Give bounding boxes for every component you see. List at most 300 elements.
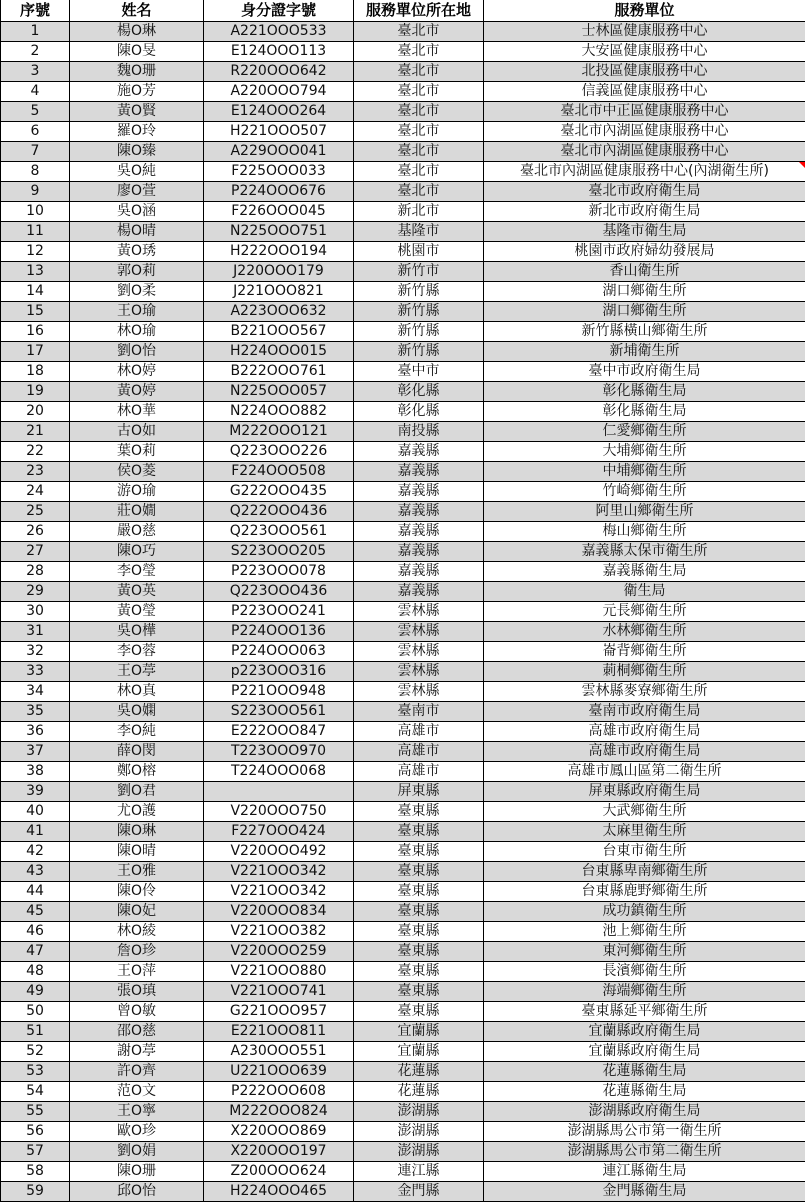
- cell-seq[interactable]: 58: [1, 1162, 70, 1182]
- cell-seq[interactable]: 18: [1, 362, 70, 382]
- cell-unit-location[interactable]: 新竹縣: [354, 322, 484, 342]
- cell-seq[interactable]: 33: [1, 662, 70, 682]
- cell-name[interactable]: 尤O護: [70, 802, 204, 822]
- cell-id-number[interactable]: E221OOO811: [204, 1022, 354, 1042]
- cell-id-number[interactable]: Q222OOO436: [204, 502, 354, 522]
- header-service-unit[interactable]: 服務單位: [484, 0, 805, 22]
- cell-service-unit[interactable]: 水林鄉衛生所: [484, 622, 805, 642]
- cell-service-unit[interactable]: 臺南市政府衛生局: [484, 702, 805, 722]
- cell-unit-location[interactable]: 臺中市: [354, 362, 484, 382]
- cell-name[interactable]: 謝O葶: [70, 1042, 204, 1062]
- cell-id-number[interactable]: H221OOO507: [204, 122, 354, 142]
- cell-unit-location[interactable]: 臺東縣: [354, 842, 484, 862]
- cell-unit-location[interactable]: 嘉義縣: [354, 522, 484, 542]
- cell-seq[interactable]: 35: [1, 702, 70, 722]
- cell-service-unit[interactable]: 宜蘭縣政府衛生局: [484, 1022, 805, 1042]
- cell-id-number[interactable]: B222OOO761: [204, 362, 354, 382]
- cell-seq[interactable]: 34: [1, 682, 70, 702]
- cell-service-unit[interactable]: 雲林縣麥寮鄉衛生所: [484, 682, 805, 702]
- cell-unit-location[interactable]: 雲林縣: [354, 662, 484, 682]
- cell-unit-location[interactable]: 新北市: [354, 202, 484, 222]
- cell-id-number[interactable]: N225OOO751: [204, 222, 354, 242]
- cell-seq[interactable]: 38: [1, 762, 70, 782]
- cell-id-number[interactable]: H224OOO465: [204, 1182, 354, 1202]
- cell-unit-location[interactable]: 嘉義縣: [354, 562, 484, 582]
- cell-unit-location[interactable]: 高雄市: [354, 722, 484, 742]
- cell-seq[interactable]: 46: [1, 922, 70, 942]
- cell-unit-location[interactable]: 臺東縣: [354, 962, 484, 982]
- cell-name[interactable]: 吳O純: [70, 162, 204, 182]
- cell-service-unit[interactable]: 仁愛鄉衛生所: [484, 422, 805, 442]
- cell-id-number[interactable]: P224OOO063: [204, 642, 354, 662]
- cell-id-number[interactable]: E124OOO113: [204, 42, 354, 62]
- cell-id-number[interactable]: M222OOO824: [204, 1102, 354, 1122]
- cell-unit-location[interactable]: 屏東縣: [354, 782, 484, 802]
- cell-service-unit[interactable]: 香山衛生所: [484, 262, 805, 282]
- cell-id-number[interactable]: V220OOO492: [204, 842, 354, 862]
- cell-unit-location[interactable]: 高雄市: [354, 742, 484, 762]
- cell-name[interactable]: 古O如: [70, 422, 204, 442]
- cell-service-unit[interactable]: 澎湖縣馬公市第二衛生所: [484, 1142, 805, 1162]
- cell-seq[interactable]: 24: [1, 482, 70, 502]
- cell-seq[interactable]: 56: [1, 1122, 70, 1142]
- cell-unit-location[interactable]: 金門縣: [354, 1182, 484, 1202]
- cell-service-unit[interactable]: 北投區健康服務中心: [484, 62, 805, 82]
- cell-unit-location[interactable]: 臺北市: [354, 162, 484, 182]
- cell-id-number[interactable]: B221OOO567: [204, 322, 354, 342]
- cell-seq[interactable]: 50: [1, 1002, 70, 1022]
- cell-seq[interactable]: 40: [1, 802, 70, 822]
- cell-id-number[interactable]: P224OOO136: [204, 622, 354, 642]
- cell-name[interactable]: 陳O伶: [70, 882, 204, 902]
- cell-service-unit[interactable]: 新竹縣橫山鄉衛生所: [484, 322, 805, 342]
- cell-name[interactable]: 陳O旻: [70, 42, 204, 62]
- cell-unit-location[interactable]: 澎湖縣: [354, 1142, 484, 1162]
- cell-seq[interactable]: 59: [1, 1182, 70, 1202]
- cell-name[interactable]: 陳O巧: [70, 542, 204, 562]
- cell-service-unit[interactable]: 台東縣卑南鄉衛生所: [484, 862, 805, 882]
- cell-name[interactable]: 吳O樺: [70, 622, 204, 642]
- cell-unit-location[interactable]: 嘉義縣: [354, 502, 484, 522]
- cell-name[interactable]: 邵O慈: [70, 1022, 204, 1042]
- cell-name[interactable]: 黃O賢: [70, 102, 204, 122]
- cell-service-unit[interactable]: 高雄市政府衛生局: [484, 742, 805, 762]
- cell-name[interactable]: 林O婷: [70, 362, 204, 382]
- cell-unit-location[interactable]: 臺東縣: [354, 922, 484, 942]
- cell-service-unit[interactable]: 台東市衛生所: [484, 842, 805, 862]
- cell-service-unit[interactable]: 金門縣衛生局: [484, 1182, 805, 1202]
- cell-seq[interactable]: 14: [1, 282, 70, 302]
- cell-id-number[interactable]: V220OOO750: [204, 802, 354, 822]
- cell-id-number[interactable]: U221OOO639: [204, 1062, 354, 1082]
- cell-seq[interactable]: 12: [1, 242, 70, 262]
- cell-service-unit[interactable]: 新北市政府衛生局: [484, 202, 805, 222]
- cell-name[interactable]: 王O寧: [70, 1102, 204, 1122]
- cell-name[interactable]: 葉O莉: [70, 442, 204, 462]
- cell-seq[interactable]: 39: [1, 782, 70, 802]
- cell-unit-location[interactable]: 宜蘭縣: [354, 1022, 484, 1042]
- cell-name[interactable]: 劉O君: [70, 782, 204, 802]
- cell-id-number[interactable]: N225OOO057: [204, 382, 354, 402]
- cell-seq[interactable]: 13: [1, 262, 70, 282]
- cell-unit-location[interactable]: 雲林縣: [354, 682, 484, 702]
- cell-unit-location[interactable]: 臺北市: [354, 102, 484, 122]
- cell-service-unit[interactable]: 基隆市衛生局: [484, 222, 805, 242]
- cell-id-number[interactable]: G221OOO957: [204, 1002, 354, 1022]
- cell-service-unit[interactable]: 大埔鄉衛生所: [484, 442, 805, 462]
- cell-service-unit[interactable]: 花蓮縣衛生局: [484, 1062, 805, 1082]
- cell-unit-location[interactable]: 臺北市: [354, 62, 484, 82]
- cell-unit-location[interactable]: 臺北市: [354, 22, 484, 42]
- cell-name[interactable]: 陳O珊: [70, 1162, 204, 1182]
- cell-service-unit[interactable]: 澎湖縣政府衛生局: [484, 1102, 805, 1122]
- cell-name[interactable]: 李O蓉: [70, 642, 204, 662]
- cell-service-unit[interactable]: 臺北市政府衛生局: [484, 182, 805, 202]
- cell-unit-location[interactable]: 南投縣: [354, 422, 484, 442]
- cell-id-number[interactable]: P223OOO078: [204, 562, 354, 582]
- cell-name[interactable]: 侯O菱: [70, 462, 204, 482]
- cell-name[interactable]: 嚴O慈: [70, 522, 204, 542]
- cell-unit-location[interactable]: 臺東縣: [354, 802, 484, 822]
- cell-service-unit[interactable]: 彰化縣衛生局: [484, 382, 805, 402]
- cell-service-unit[interactable]: 屏東縣政府衛生局: [484, 782, 805, 802]
- cell-seq[interactable]: 44: [1, 882, 70, 902]
- cell-seq[interactable]: 45: [1, 902, 70, 922]
- cell-service-unit[interactable]: 宜蘭縣政府衛生局: [484, 1042, 805, 1062]
- cell-unit-location[interactable]: 嘉義縣: [354, 542, 484, 562]
- cell-unit-location[interactable]: 臺北市: [354, 182, 484, 202]
- cell-name[interactable]: 邱O怡: [70, 1182, 204, 1202]
- cell-name[interactable]: 林O瑜: [70, 322, 204, 342]
- cell-seq[interactable]: 31: [1, 622, 70, 642]
- cell-seq[interactable]: 19: [1, 382, 70, 402]
- header-name[interactable]: 姓名: [70, 0, 204, 22]
- cell-id-number[interactable]: V221OOO880: [204, 962, 354, 982]
- cell-unit-location[interactable]: 臺北市: [354, 122, 484, 142]
- cell-service-unit[interactable]: 湖口鄉衛生所: [484, 302, 805, 322]
- cell-id-number[interactable]: G222OOO435: [204, 482, 354, 502]
- cell-service-unit[interactable]: 梅山鄉衛生所: [484, 522, 805, 542]
- cell-service-unit[interactable]: 臺北市內湖區健康服務中心: [484, 122, 805, 142]
- cell-service-unit[interactable]: 高雄市政府衛生局: [484, 722, 805, 742]
- cell-service-unit[interactable]: 高雄市鳳山區第二衛生所: [484, 762, 805, 782]
- cell-name[interactable]: 郭O莉: [70, 262, 204, 282]
- cell-id-number[interactable]: J221OOO821: [204, 282, 354, 302]
- cell-unit-location[interactable]: 連江縣: [354, 1162, 484, 1182]
- cell-service-unit[interactable]: 臺北市內湖區健康服務中心: [484, 142, 805, 162]
- cell-name[interactable]: 游O瑜: [70, 482, 204, 502]
- cell-name[interactable]: 曾O敏: [70, 1002, 204, 1022]
- cell-seq[interactable]: 22: [1, 442, 70, 462]
- cell-id-number[interactable]: X220OOO197: [204, 1142, 354, 1162]
- cell-name[interactable]: 楊O晴: [70, 222, 204, 242]
- cell-seq[interactable]: 28: [1, 562, 70, 582]
- cell-id-number[interactable]: F227OOO424: [204, 822, 354, 842]
- cell-name[interactable]: 范O文: [70, 1082, 204, 1102]
- cell-seq[interactable]: 37: [1, 742, 70, 762]
- cell-name[interactable]: 張O瑱: [70, 982, 204, 1002]
- cell-service-unit[interactable]: 池上鄉衛生所: [484, 922, 805, 942]
- cell-service-unit[interactable]: 桃園市政府婦幼發展局: [484, 242, 805, 262]
- cell-id-number[interactable]: A230OOO551: [204, 1042, 354, 1062]
- cell-service-unit[interactable]: 太麻里衛生所: [484, 822, 805, 842]
- cell-service-unit[interactable]: 衛生局: [484, 582, 805, 602]
- cell-id-number[interactable]: Q223OOO436: [204, 582, 354, 602]
- cell-id-number[interactable]: M222OOO121: [204, 422, 354, 442]
- cell-service-unit[interactable]: 台東縣鹿野鄉衛生所: [484, 882, 805, 902]
- cell-id-number[interactable]: R220OOO642: [204, 62, 354, 82]
- cell-name[interactable]: 歐O珍: [70, 1122, 204, 1142]
- cell-service-unit[interactable]: 元長鄉衛生所: [484, 602, 805, 622]
- cell-id-number[interactable]: X220OOO869: [204, 1122, 354, 1142]
- cell-seq[interactable]: 4: [1, 82, 70, 102]
- cell-id-number[interactable]: J220OOO179: [204, 262, 354, 282]
- cell-name[interactable]: 王O雅: [70, 862, 204, 882]
- cell-service-unit[interactable]: 嘉義縣衛生局: [484, 562, 805, 582]
- cell-unit-location[interactable]: 基隆市: [354, 222, 484, 242]
- cell-unit-location[interactable]: 彰化縣: [354, 402, 484, 422]
- cell-unit-location[interactable]: 彰化縣: [354, 382, 484, 402]
- cell-unit-location[interactable]: 臺東縣: [354, 1002, 484, 1022]
- cell-name[interactable]: 黃O英: [70, 582, 204, 602]
- cell-unit-location[interactable]: 宜蘭縣: [354, 1042, 484, 1062]
- cell-unit-location[interactable]: 高雄市: [354, 762, 484, 782]
- cell-seq[interactable]: 47: [1, 942, 70, 962]
- cell-seq[interactable]: 3: [1, 62, 70, 82]
- cell-id-number[interactable]: S223OOO561: [204, 702, 354, 722]
- cell-seq[interactable]: 1: [1, 22, 70, 42]
- cell-seq[interactable]: 2: [1, 42, 70, 62]
- cell-service-unit[interactable]: 成功鎮衛生所: [484, 902, 805, 922]
- cell-id-number[interactable]: F225OOO033: [204, 162, 354, 182]
- cell-seq[interactable]: 54: [1, 1082, 70, 1102]
- cell-id-number[interactable]: Q223OOO561: [204, 522, 354, 542]
- cell-name[interactable]: 李O瑩: [70, 562, 204, 582]
- cell-id-number[interactable]: H224OOO015: [204, 342, 354, 362]
- cell-service-unit[interactable]: 花蓮縣衛生局: [484, 1082, 805, 1102]
- cell-seq[interactable]: 9: [1, 182, 70, 202]
- cell-service-unit[interactable]: 海端鄉衛生所: [484, 982, 805, 1002]
- cell-unit-location[interactable]: 花蓮縣: [354, 1062, 484, 1082]
- header-id-number[interactable]: 身分證字號: [204, 0, 354, 22]
- cell-id-number[interactable]: V221OOO382: [204, 922, 354, 942]
- cell-name[interactable]: 劉O柔: [70, 282, 204, 302]
- cell-name[interactable]: 詹O珍: [70, 942, 204, 962]
- cell-name[interactable]: 吳O涵: [70, 202, 204, 222]
- cell-seq[interactable]: 32: [1, 642, 70, 662]
- cell-unit-location[interactable]: 臺東縣: [354, 822, 484, 842]
- cell-unit-location[interactable]: 澎湖縣: [354, 1122, 484, 1142]
- cell-service-unit[interactable]: 臺北市中正區健康服務中心: [484, 102, 805, 122]
- cell-seq[interactable]: 5: [1, 102, 70, 122]
- cell-id-number[interactable]: E124OOO264: [204, 102, 354, 122]
- cell-name[interactable]: 陳O晴: [70, 842, 204, 862]
- cell-unit-location[interactable]: 新竹縣: [354, 342, 484, 362]
- cell-id-number[interactable]: Q223OOO226: [204, 442, 354, 462]
- cell-seq[interactable]: 20: [1, 402, 70, 422]
- cell-seq[interactable]: 6: [1, 122, 70, 142]
- cell-seq[interactable]: 42: [1, 842, 70, 862]
- cell-service-unit[interactable]: 澎湖縣馬公市第一衛生所: [484, 1122, 805, 1142]
- cell-seq[interactable]: 41: [1, 822, 70, 842]
- cell-service-unit[interactable]: 信義區健康服務中心: [484, 82, 805, 102]
- cell-id-number[interactable]: S223OOO205: [204, 542, 354, 562]
- cell-id-number[interactable]: T223OOO970: [204, 742, 354, 762]
- cell-service-unit[interactable]: 新埔衛生所: [484, 342, 805, 362]
- cell-unit-location[interactable]: 嘉義縣: [354, 462, 484, 482]
- cell-seq[interactable]: 49: [1, 982, 70, 1002]
- cell-unit-location[interactable]: 嘉義縣: [354, 582, 484, 602]
- cell-seq[interactable]: 25: [1, 502, 70, 522]
- cell-id-number[interactable]: P223OOO241: [204, 602, 354, 622]
- cell-unit-location[interactable]: 臺北市: [354, 142, 484, 162]
- cell-name[interactable]: 吳O嫻: [70, 702, 204, 722]
- cell-service-unit[interactable]: 嘉義縣太保市衛生所: [484, 542, 805, 562]
- cell-seq[interactable]: 10: [1, 202, 70, 222]
- cell-seq[interactable]: 8: [1, 162, 70, 182]
- cell-name[interactable]: 薛O閔: [70, 742, 204, 762]
- cell-name[interactable]: 劉O娟: [70, 1142, 204, 1162]
- header-seq[interactable]: 序號: [1, 0, 70, 22]
- cell-service-unit[interactable]: 中埔鄉衛生所: [484, 462, 805, 482]
- cell-id-number[interactable]: A221OOO533: [204, 22, 354, 42]
- cell-id-number[interactable]: V221OOO342: [204, 862, 354, 882]
- header-unit-location[interactable]: 服務單位所在地: [354, 0, 484, 22]
- cell-seq[interactable]: 43: [1, 862, 70, 882]
- cell-name[interactable]: 黃O瑩: [70, 602, 204, 622]
- cell-name[interactable]: 廖O萱: [70, 182, 204, 202]
- cell-seq[interactable]: 51: [1, 1022, 70, 1042]
- cell-service-unit[interactable]: 士林區健康服務中心: [484, 22, 805, 42]
- cell-unit-location[interactable]: 澎湖縣: [354, 1102, 484, 1122]
- cell-service-unit[interactable]: 彰化縣衛生局: [484, 402, 805, 422]
- cell-name[interactable]: 陳O妃: [70, 902, 204, 922]
- cell-name[interactable]: 王O瑜: [70, 302, 204, 322]
- cell-service-unit[interactable]: 阿里山鄉衛生所: [484, 502, 805, 522]
- cell-unit-location[interactable]: 臺南市: [354, 702, 484, 722]
- cell-name[interactable]: 魏O珊: [70, 62, 204, 82]
- cell-name[interactable]: 陳O琳: [70, 822, 204, 842]
- cell-service-unit[interactable]: 臺東縣延平鄉衛生所: [484, 1002, 805, 1022]
- cell-unit-location[interactable]: 臺東縣: [354, 942, 484, 962]
- cell-seq[interactable]: 11: [1, 222, 70, 242]
- cell-id-number[interactable]: T224OOO068: [204, 762, 354, 782]
- cell-name[interactable]: 陳O臻: [70, 142, 204, 162]
- cell-id-number[interactable]: P222OOO608: [204, 1082, 354, 1102]
- cell-seq[interactable]: 23: [1, 462, 70, 482]
- cell-unit-location[interactable]: 臺東縣: [354, 862, 484, 882]
- cell-seq[interactable]: 36: [1, 722, 70, 742]
- cell-id-number[interactable]: P221OOO948: [204, 682, 354, 702]
- cell-service-unit[interactable]: 東河鄉衛生所: [484, 942, 805, 962]
- cell-seq[interactable]: 15: [1, 302, 70, 322]
- cell-service-unit[interactable]: 竹崎鄉衛生所: [484, 482, 805, 502]
- cell-id-number[interactable]: P224OOO676: [204, 182, 354, 202]
- cell-unit-location[interactable]: 嘉義縣: [354, 442, 484, 462]
- cell-id-number[interactable]: A229OOO041: [204, 142, 354, 162]
- cell-id-number[interactable]: V221OOO342: [204, 882, 354, 902]
- cell-id-number[interactable]: A223OOO632: [204, 302, 354, 322]
- cell-id-number[interactable]: F224OOO508: [204, 462, 354, 482]
- cell-name[interactable]: 王O萍: [70, 962, 204, 982]
- cell-seq[interactable]: 53: [1, 1062, 70, 1082]
- cell-unit-location[interactable]: 臺東縣: [354, 902, 484, 922]
- cell-service-unit[interactable]: 連江縣衛生局: [484, 1162, 805, 1182]
- cell-service-unit[interactable]: 臺中市政府衛生局: [484, 362, 805, 382]
- cell-name[interactable]: 黃O琇: [70, 242, 204, 262]
- cell-unit-location[interactable]: 嘉義縣: [354, 482, 484, 502]
- cell-unit-location[interactable]: 新竹縣: [354, 302, 484, 322]
- cell-name[interactable]: 羅O玲: [70, 122, 204, 142]
- cell-seq[interactable]: 27: [1, 542, 70, 562]
- cell-id-number[interactable]: E222OOO847: [204, 722, 354, 742]
- cell-name[interactable]: 莊O嫺: [70, 502, 204, 522]
- cell-name[interactable]: 林O真: [70, 682, 204, 702]
- cell-seq[interactable]: 52: [1, 1042, 70, 1062]
- cell-id-number[interactable]: F226OOO045: [204, 202, 354, 222]
- cell-unit-location[interactable]: 桃園市: [354, 242, 484, 262]
- cell-name[interactable]: 黃O婷: [70, 382, 204, 402]
- cell-id-number[interactable]: V221OOO741: [204, 982, 354, 1002]
- cell-seq[interactable]: 29: [1, 582, 70, 602]
- cell-service-unit[interactable]: 湖口鄉衛生所: [484, 282, 805, 302]
- cell-unit-location[interactable]: 臺北市: [354, 82, 484, 102]
- cell-seq[interactable]: 7: [1, 142, 70, 162]
- cell-unit-location[interactable]: 雲林縣: [354, 602, 484, 622]
- cell-name[interactable]: 林O華: [70, 402, 204, 422]
- cell-unit-location[interactable]: 雲林縣: [354, 622, 484, 642]
- cell-service-unit[interactable]: 臺北市內湖區健康服務中心(內湖衛生所): [484, 162, 805, 182]
- cell-unit-location[interactable]: 雲林縣: [354, 642, 484, 662]
- cell-name[interactable]: 許O齊: [70, 1062, 204, 1082]
- cell-name[interactable]: 施O芳: [70, 82, 204, 102]
- cell-service-unit[interactable]: 長濱鄉衛生所: [484, 962, 805, 982]
- cell-unit-location[interactable]: 臺北市: [354, 42, 484, 62]
- cell-comment-indicator[interactable]: [799, 162, 805, 168]
- cell-name[interactable]: 王O葶: [70, 662, 204, 682]
- cell-service-unit[interactable]: 大安區健康服務中心: [484, 42, 805, 62]
- cell-seq[interactable]: 26: [1, 522, 70, 542]
- cell-seq[interactable]: 30: [1, 602, 70, 622]
- cell-seq[interactable]: 48: [1, 962, 70, 982]
- cell-id-number[interactable]: H222OOO194: [204, 242, 354, 262]
- cell-name[interactable]: 劉O怡: [70, 342, 204, 362]
- cell-seq[interactable]: 57: [1, 1142, 70, 1162]
- cell-id-number[interactable]: N224OOO882: [204, 402, 354, 422]
- cell-name[interactable]: 楊O琳: [70, 22, 204, 42]
- cell-name[interactable]: 李O純: [70, 722, 204, 742]
- cell-name[interactable]: 鄭O榕: [70, 762, 204, 782]
- cell-id-number[interactable]: V220OOO834: [204, 902, 354, 922]
- cell-id-number[interactable]: Z200OOO624: [204, 1162, 354, 1182]
- cell-id-number[interactable]: A220OOO794: [204, 82, 354, 102]
- cell-id-number[interactable]: p223OOO316: [204, 662, 354, 682]
- cell-name[interactable]: 林O綾: [70, 922, 204, 942]
- cell-unit-location[interactable]: 臺東縣: [354, 882, 484, 902]
- cell-seq[interactable]: 21: [1, 422, 70, 442]
- cell-seq[interactable]: 17: [1, 342, 70, 362]
- cell-unit-location[interactable]: 新竹市: [354, 262, 484, 282]
- cell-seq[interactable]: 16: [1, 322, 70, 342]
- cell-service-unit[interactable]: 莿桐鄉衛生所: [484, 662, 805, 682]
- cell-seq[interactable]: 55: [1, 1102, 70, 1122]
- cell-id-number[interactable]: [204, 782, 354, 802]
- cell-service-unit[interactable]: 大武鄉衛生所: [484, 802, 805, 822]
- cell-unit-location[interactable]: 花蓮縣: [354, 1082, 484, 1102]
- cell-service-unit[interactable]: 崙背鄉衛生所: [484, 642, 805, 662]
- cell-unit-location[interactable]: 臺東縣: [354, 982, 484, 1002]
- cell-id-number[interactable]: V220OOO259: [204, 942, 354, 962]
